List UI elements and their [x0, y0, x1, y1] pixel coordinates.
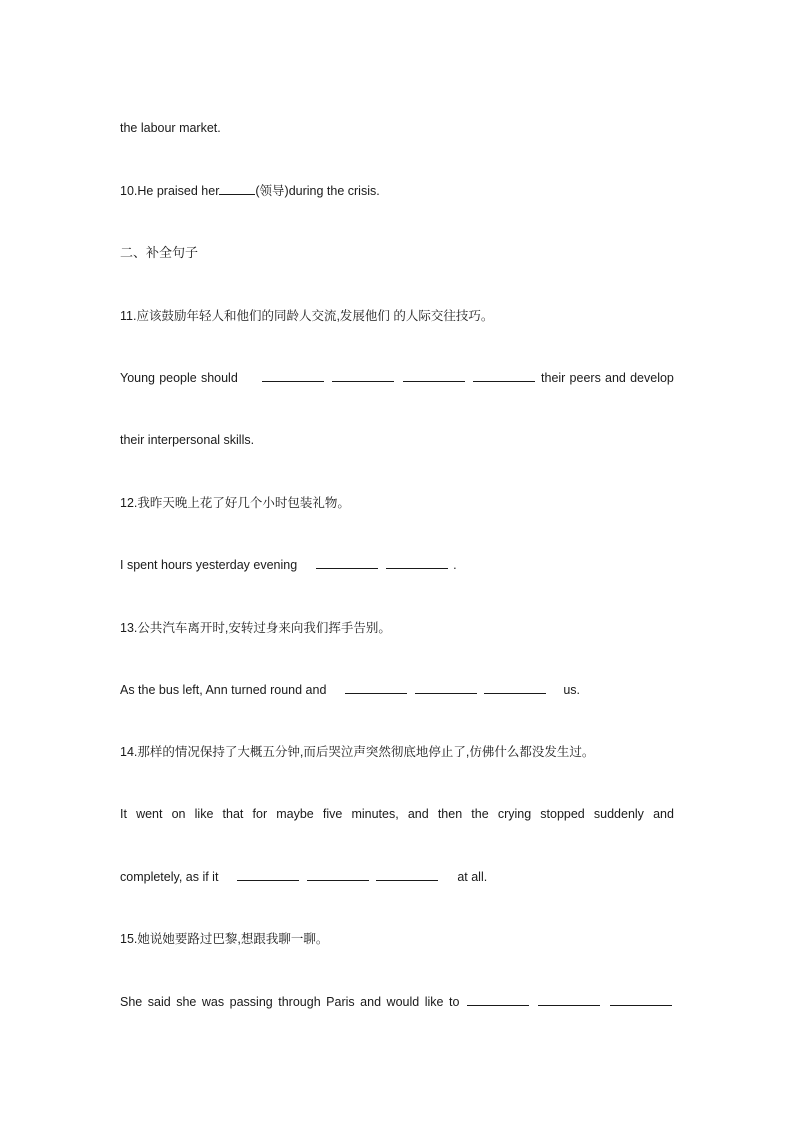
- q15-chinese: 15.她说她要路过巴黎,想跟我聊一聊。: [120, 932, 329, 946]
- q12-blank-2[interactable]: [386, 557, 448, 569]
- q14-word: for: [252, 807, 268, 821]
- q15-word: was: [201, 995, 225, 1009]
- q12-prefix: I spent hours yesterday evening: [120, 558, 298, 572]
- q12-chinese: 12.我昨天晚上花了好几个小时包装礼物。: [120, 496, 350, 510]
- q15-word: passing: [229, 995, 273, 1009]
- q11-blank-4[interactable]: [473, 370, 535, 382]
- q14-english-line-1: [120, 806, 674, 822]
- q14-english-line-2: [120, 869, 487, 885]
- q14-blank-3[interactable]: [376, 869, 438, 881]
- q14-word: maybe: [276, 807, 314, 821]
- q14-word: the: [471, 807, 489, 821]
- q14-word: stopped: [540, 807, 585, 821]
- q11-blank-3[interactable]: [403, 370, 465, 382]
- q11-word: peers: [569, 371, 601, 385]
- q14-word: that: [222, 807, 244, 821]
- q13-prefix: As the bus left, Ann turned round and: [120, 683, 327, 697]
- q14-prefix: completely, as if it: [120, 870, 219, 884]
- q11-word: and: [605, 371, 626, 385]
- text-line-labour-market: the labour market.: [120, 121, 221, 135]
- q11-word: people: [159, 371, 197, 385]
- q14-word: and: [653, 807, 674, 821]
- q11-chinese: 11.应该鼓励年轻人和他们的同龄人交流,发展他们 的人际交往技巧。: [120, 309, 494, 323]
- q15-word: through: [278, 995, 321, 1009]
- q13-blank-1[interactable]: [345, 682, 407, 694]
- q13-blank-3[interactable]: [484, 682, 546, 694]
- q13-chinese: 13.公共汽车离开时,安转过身来向我们挥手告别。: [120, 621, 391, 635]
- section-heading: 二、补全句子: [120, 245, 199, 260]
- q10-suffix: (领导)during the crisis.: [255, 184, 380, 198]
- question-10: [120, 183, 380, 199]
- q15-word: Paris: [326, 995, 355, 1009]
- q10-blank[interactable]: [219, 183, 255, 195]
- q14-word: minutes,: [351, 807, 399, 821]
- q11-blank-1[interactable]: [262, 370, 324, 382]
- q13-blank-2[interactable]: [415, 682, 477, 694]
- q13-english: [120, 682, 580, 698]
- q14-word: five: [322, 807, 343, 821]
- q15-word: she: [176, 995, 197, 1009]
- q14-blank-1[interactable]: [237, 869, 299, 881]
- q10-prefix: 10.He praised her: [120, 184, 220, 198]
- q13-suffix: us.: [563, 683, 580, 697]
- q15-word: and: [360, 995, 382, 1009]
- q15-blank-1[interactable]: [467, 994, 529, 1006]
- q12-suffix: .: [453, 558, 457, 572]
- q14-word: crying: [497, 807, 532, 821]
- q15-blank-3[interactable]: [610, 994, 672, 1006]
- q14-word: suddenly: [593, 807, 644, 821]
- q14-chinese: 14.那样的情况保持了大概五分钟,而后哭泣声突然彻底地停止了,仿佛什么都没发生过。: [120, 745, 595, 759]
- q15-word: would: [386, 995, 420, 1009]
- q14-word: then: [437, 807, 463, 821]
- q15-word: said: [147, 995, 171, 1009]
- q14-word: like: [194, 807, 214, 821]
- q11-word: Young: [120, 371, 155, 385]
- q11-word: their: [541, 371, 566, 385]
- q11-word: develop: [630, 371, 674, 385]
- q14-word: went: [136, 807, 163, 821]
- q12-blank-1[interactable]: [316, 557, 378, 569]
- q15-word: to: [449, 995, 460, 1009]
- q11-word: should: [200, 371, 238, 385]
- q11-english-line-1: [120, 370, 674, 386]
- q11-english-line-2: their interpersonal skills.: [120, 433, 255, 447]
- q12-english: [120, 557, 457, 573]
- q11-blank-2[interactable]: [332, 370, 394, 382]
- q15-word: She: [120, 995, 143, 1009]
- q15-blank-2[interactable]: [538, 994, 600, 1006]
- q14-word: on: [171, 807, 186, 821]
- q15-english: [120, 994, 674, 1010]
- q15-word: like: [424, 995, 444, 1009]
- q14-blank-2[interactable]: [307, 869, 369, 881]
- q14-suffix: at all.: [457, 870, 488, 884]
- q14-word: and: [407, 807, 429, 821]
- q14-word: It: [120, 807, 127, 821]
